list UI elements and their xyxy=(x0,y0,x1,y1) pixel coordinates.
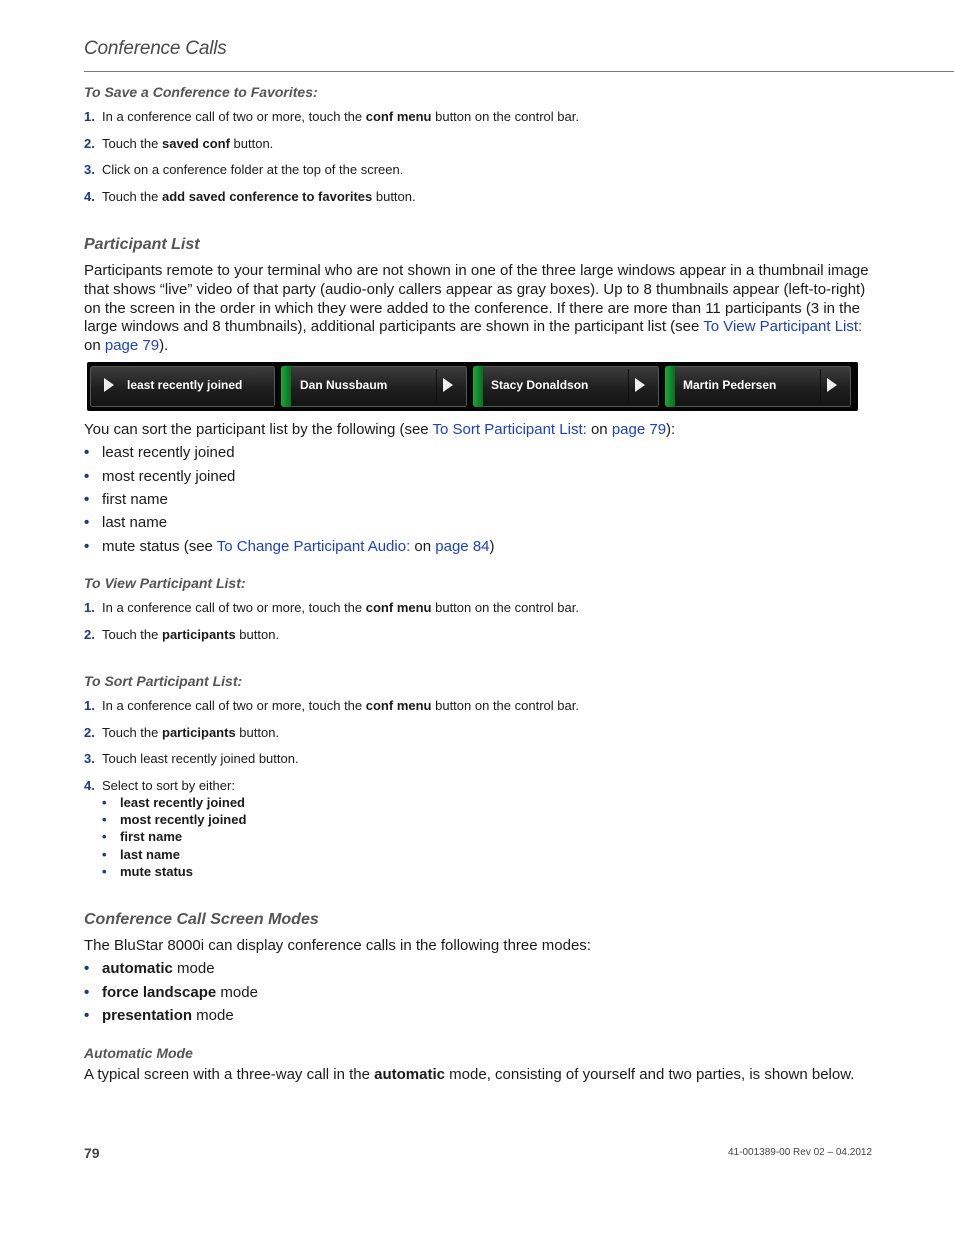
tile-label: Dan Nussbaum xyxy=(300,378,388,392)
active-indicator xyxy=(473,366,483,407)
tile-label: Stacy Donaldson xyxy=(491,378,589,392)
participant-bar-screenshot xyxy=(87,362,858,411)
sort-step-4: 4. Select to sort by either: xyxy=(84,778,235,793)
save-favorites-heading: To Save a Conference to Favorites: xyxy=(84,84,318,100)
list-item: • force landscape mode xyxy=(84,984,258,1001)
list-item-mute: • mute status (see To Change Participant Audio: on page 84) xyxy=(84,538,495,555)
running-head-title: Conference Calls xyxy=(84,38,227,59)
screen-modes-heading: Conference Call Screen Modes xyxy=(84,911,319,928)
participant-tile xyxy=(665,366,851,407)
document-id: 41-001389-00 Rev 02 – 04.2012 xyxy=(728,1147,873,1158)
sub-list-item: • first name xyxy=(102,829,183,844)
sub-list-item: • least recently joined xyxy=(102,795,245,810)
link-change-participant-audio[interactable]: To Change Participant Audio: xyxy=(216,538,411,555)
list-item: • presentation mode xyxy=(84,1007,234,1024)
list-item: • first name xyxy=(84,491,168,508)
link-page-84[interactable]: page 84 xyxy=(435,538,490,555)
tile-divider xyxy=(628,369,629,404)
active-indicator xyxy=(281,366,291,407)
participant-tile xyxy=(473,366,659,407)
save-step-3: 3. Click on a conference folder at the top of the screen. xyxy=(84,162,404,177)
save-step-1: 1. In a conference call of two or more, touch the conf menu button on the control bar. xyxy=(84,109,579,124)
tile-label: least recently joined xyxy=(127,378,243,392)
play-triangle-icon xyxy=(104,378,114,392)
sub-list-item: • mute status xyxy=(102,864,193,879)
link-page-79[interactable]: page 79 xyxy=(104,337,160,355)
play-triangle-icon xyxy=(443,378,453,392)
participant-list-heading: Participant List xyxy=(84,236,200,253)
play-triangle-icon xyxy=(827,378,837,392)
page-number: 79 xyxy=(84,1145,100,1161)
link-sort-participant-list[interactable]: To Sort Participant List: xyxy=(432,421,587,438)
sub-list-item: • last name xyxy=(102,847,180,862)
tile-divider xyxy=(436,369,437,404)
link-page-79[interactable]: page 79 xyxy=(611,421,667,438)
view-step-1: 1. In a conference call of two or more, touch the conf menu button on the control bar. xyxy=(84,600,579,615)
sort-intro-paragraph: You can sort the participant list by the following (see To Sort Participant List: on page 79): xyxy=(84,421,676,438)
sort-list-heading: To Sort Participant List: xyxy=(84,673,243,689)
sub-list-item: • most recently joined xyxy=(102,812,247,827)
play-triangle-icon xyxy=(635,378,645,392)
participant-tile xyxy=(281,366,467,407)
tile-label: Martin Pedersen xyxy=(683,378,777,392)
link-view-participant-list[interactable]: To View Participant List: xyxy=(703,318,863,336)
list-item: • last name xyxy=(84,514,168,531)
view-list-heading: To View Participant List: xyxy=(84,575,246,591)
list-item: • automatic mode xyxy=(84,960,215,977)
view-step-2: 2. Touch the participants button. xyxy=(84,627,280,642)
screen-modes-intro: The BluStar 8000i can display conference calls in the following three modes: xyxy=(84,937,591,954)
list-item: • least recently joined xyxy=(84,444,235,461)
participant-tile-sort xyxy=(90,366,275,407)
list-item: • most recently joined xyxy=(84,468,236,485)
automatic-mode-paragraph: A typical screen with a three-way call in the automatic mode, consisting of yourself and two parties, is shown below. xyxy=(84,1066,855,1083)
sort-step-3: 3. Touch least recently joined button. xyxy=(84,751,299,766)
sort-step-1: 1. In a conference call of two or more, touch the conf menu button on the control bar. xyxy=(84,698,579,713)
tile-divider xyxy=(820,369,821,404)
save-step-4: 4. Touch the add saved conference to favorites button. xyxy=(84,189,416,204)
participant-list-paragraph: Participants remote to your terminal who are not shown in one of the three large windows appear in a thumbnail image that shows “live” video of that party (audio-only callers appear as gray boxes). Up to 8 thumbnails appear (left-to-right) on the screen in the order in which they were added to the conference. If there are more than 11 participants (3 in the large windows and 8 thumbnails), additional participants are shown in the participant list (see To View Participant List: on page 79). xyxy=(84,262,869,355)
automatic-mode-heading: Automatic Mode xyxy=(84,1045,193,1061)
sort-step-2: 2. Touch the participants button. xyxy=(84,725,280,740)
header-rule xyxy=(84,71,954,72)
save-step-2: 2. Touch the saved conf button. xyxy=(84,136,274,151)
active-indicator xyxy=(665,366,675,407)
